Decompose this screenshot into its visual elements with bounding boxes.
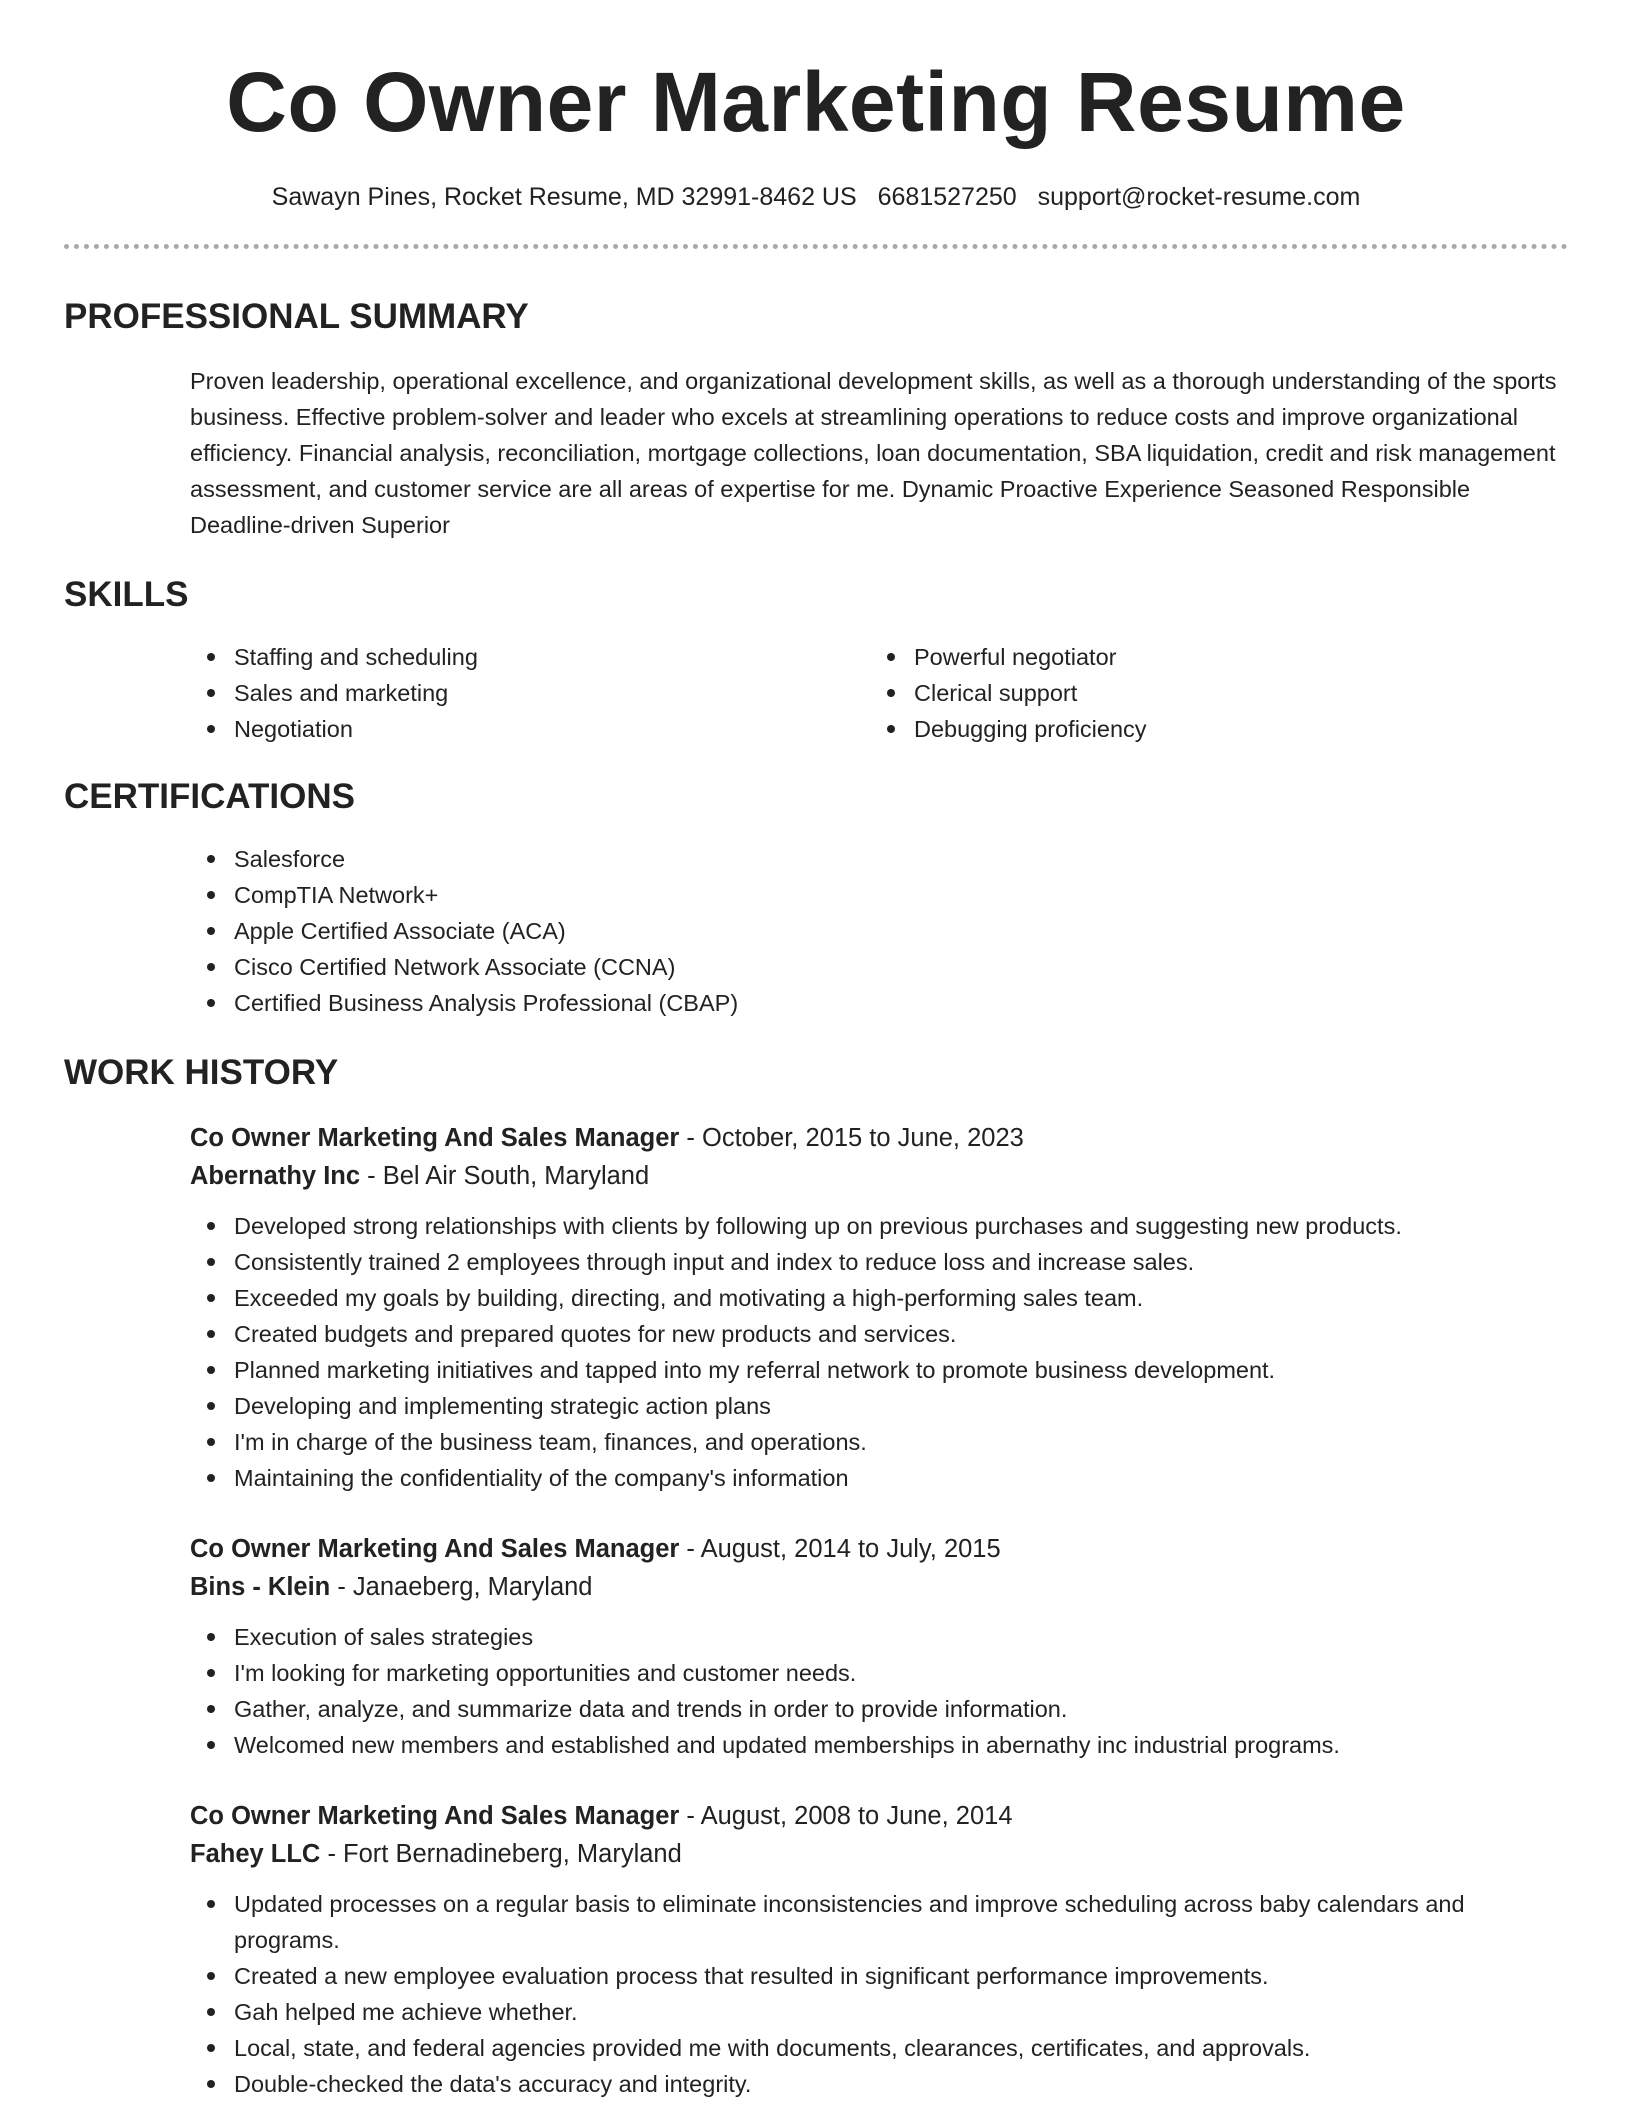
job-bullet: Gather, analyze, and summarize data and trends in order to provide information.	[190, 1691, 1568, 1727]
job-location: - Fort Bernadineberg, Maryland	[320, 1840, 682, 1868]
job-title: Co Owner Marketing And Sales Manager	[190, 1535, 680, 1563]
job-bullet: Double-checked the data's accuracy and integrity.	[190, 2066, 1568, 2102]
job-bullet: Developed strong relationships with clients by following up on previous purchases and suggesting new products.	[190, 1208, 1568, 1244]
job-entry	[190, 1797, 1568, 2102]
job-bullets	[190, 1619, 1568, 1763]
job-bullets	[190, 1208, 1568, 1496]
certifications-section	[64, 775, 1568, 1021]
job-entry	[190, 1530, 1568, 1763]
certifications-list	[190, 841, 1568, 1021]
job-bullet: Developing and implementing strategic action plans	[190, 1388, 1568, 1424]
skills-list-left	[190, 639, 870, 747]
job-dates: - August, 2008 to June, 2014	[679, 1802, 1013, 1830]
skill-item: Debugging proficiency	[870, 711, 1550, 747]
job-bullet: Gah helped me achieve whether.	[190, 1994, 1568, 2030]
job-title-line	[190, 1530, 1568, 1568]
job-bullet: Created a new employee evaluation process that resulted in significant performance improvements.	[190, 1958, 1568, 1994]
certification-item: CompTIA Network+	[190, 877, 1568, 913]
job-title: Co Owner Marketing And Sales Manager	[190, 1802, 680, 1830]
job-entry	[190, 1119, 1568, 1496]
job-bullet: Maintaining the confidentiality of the company's information	[190, 1460, 1568, 1496]
job-company: Fahey LLC	[190, 1840, 321, 1868]
skill-item: Negotiation	[190, 711, 870, 747]
certifications-heading: CERTIFICATIONS	[64, 777, 356, 816]
job-location: - Janaeberg, Maryland	[330, 1573, 593, 1601]
job-title-line	[190, 1797, 1568, 1835]
job-company-line	[190, 1157, 1568, 1195]
job-company: Bins - Klein	[190, 1573, 331, 1601]
job-company: Abernathy Inc	[190, 1162, 361, 1190]
job-location: - Bel Air South, Maryland	[360, 1162, 650, 1190]
resume-title: Co Owner Marketing Resume	[226, 55, 1406, 149]
job-company-line	[190, 1568, 1568, 1606]
certification-item: Salesforce	[190, 841, 1568, 877]
skill-item: Clerical support	[870, 675, 1550, 711]
job-bullet: Updated processes on a regular basis to eliminate inconsistencies and improve scheduling across baby calendars and programs.	[190, 1886, 1568, 1958]
skills-grid	[190, 639, 1568, 747]
job-bullet: I'm in charge of the business team, finances, and operations.	[190, 1424, 1568, 1460]
job-title-line	[190, 1119, 1568, 1157]
job-bullet: Consistently trained 2 employees through input and index to reduce loss and increase sales.	[190, 1244, 1568, 1280]
header-divider	[64, 244, 1568, 249]
certification-item: Cisco Certified Network Associate (CCNA)	[190, 949, 1568, 985]
skills-list-right	[870, 639, 1550, 747]
work-history-heading: WORK HISTORY	[64, 1053, 339, 1092]
contact-phone: 6681527250	[877, 183, 1017, 211]
job-bullet: Execution of sales strategies	[190, 1619, 1568, 1655]
summary-heading: PROFESSIONAL SUMMARY	[64, 297, 529, 336]
job-bullets	[190, 1886, 1568, 2102]
certification-item: Apple Certified Associate (ACA)	[190, 913, 1568, 949]
job-dates: - August, 2014 to July, 2015	[679, 1535, 1001, 1563]
contact-email: support@rocket-resume.com	[1037, 183, 1361, 211]
work-history-section	[64, 1051, 1568, 2102]
job-bullet: Planned marketing initiatives and tapped into my referral network to promote business development.	[190, 1352, 1568, 1388]
job-bullet: Created budgets and prepared quotes for new products and services.	[190, 1316, 1568, 1352]
job-dates: - October, 2015 to June, 2023	[679, 1124, 1024, 1152]
skill-item: Sales and marketing	[190, 675, 870, 711]
contact-info	[64, 180, 1568, 214]
summary-text: Proven leadership, operational excellence, and organizational development skills, as well as a thorough understanding of the sports business. Effective problem-solver and leader who excels at streamlining operations to reduce costs and improve organizational efficiency. Financial analysis, reconciliation, mortgage collections, loan documentation, SBA liquidation, credit and risk management assessment, and customer service are all areas of expertise for me. Dynamic Proactive Experience Seasoned Responsible Deadline-driven Superior	[190, 368, 1557, 538]
job-bullet: Local, state, and federal agencies provided me with documents, clearances, certificates, and approvals.	[190, 2030, 1568, 2066]
job-title: Co Owner Marketing And Sales Manager	[190, 1124, 680, 1152]
job-company-line	[190, 1835, 1568, 1873]
job-bullet: Exceeded my goals by building, directing, and motivating a high-performing sales team.	[190, 1280, 1568, 1316]
job-bullet: Welcomed new members and established and updated memberships in abernathy inc industrial programs.	[190, 1727, 1568, 1763]
skills-section	[64, 573, 1568, 747]
skill-item: Staffing and scheduling	[190, 639, 870, 675]
job-bullet: I'm looking for marketing opportunities and customer needs.	[190, 1655, 1568, 1691]
certification-item: Certified Business Analysis Professional (CBAP)	[190, 985, 1568, 1021]
summary-section	[64, 295, 1568, 543]
contact-address: Sawayn Pines, Rocket Resume, MD 32991-8462 US	[271, 183, 857, 211]
skills-heading: SKILLS	[64, 575, 189, 614]
skill-item: Powerful negotiator	[870, 639, 1550, 675]
